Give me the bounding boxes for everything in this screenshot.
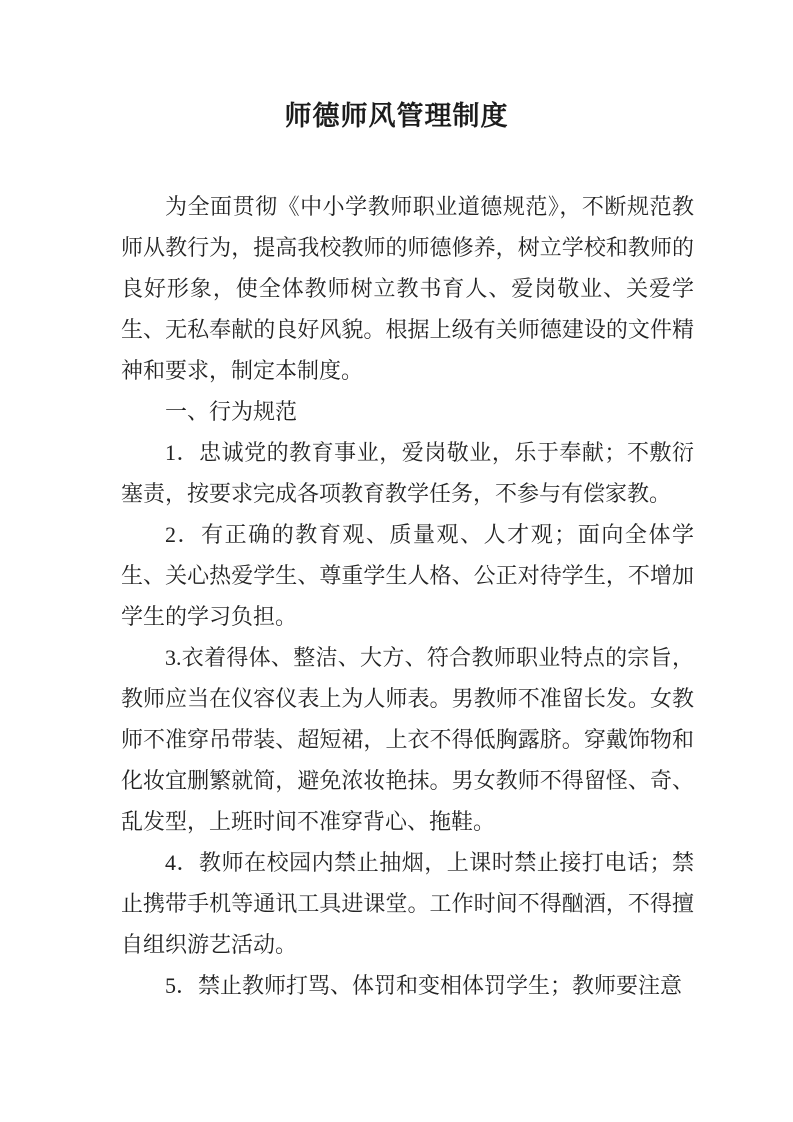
- rule-item-5: 5．禁止教师打骂、体罚和变相体罚学生；教师要注意: [165, 973, 683, 998]
- rule-item-1: 1．忠诚党的教育事业，爱岗敬业，乐于奉献；不敷衍塞责，按要求完成各项教育教学任务，不参与有偿家教。: [121, 440, 694, 506]
- rule-item-4: 4．教师在校园内禁止抽烟，上课时禁止接打电话；禁止携带手机等通讯工具进课堂。工作时间不得酗酒，不得擅自组织游艺活动。: [121, 850, 694, 957]
- section-heading: 一、行为规范: [165, 399, 298, 424]
- rule-item-2: 2．有正确的教育观、质量观、人才观；面向全体学生、关心热爱学生、尊重学生人格、公正对待学生，不增加学生的学习负担。: [121, 522, 694, 629]
- intro-paragraph: 为全面贯彻《中小学教师职业道德规范》，不断规范教师从教行为，提高我校教师的师德修养，树立学校和教师的良好形象，使全体教师树立教书育人、爱岗敬业、关爱学生、无私奉献的良好风貌。根据上级有关师德建设的文件精神和要求，制定本制度。: [121, 194, 694, 383]
- document-body: [121, 186, 694, 1006]
- page-title: 师德师风管理制度: [284, 101, 509, 131]
- rule-item-3: 3.衣着得体、整洁、大方、符合教师职业特点的宗旨，教师应当在仪容仪表上为人师表。男教师不准留长发。女教师不准穿吊带装、超短裙，上衣不得低胸露脐。穿戴饰物和化妆宜删繁就简，避免浓妆艳抹。男女教师不得留怪、奇、乱发型，上班时间不准穿背心、拖鞋。: [121, 645, 694, 834]
